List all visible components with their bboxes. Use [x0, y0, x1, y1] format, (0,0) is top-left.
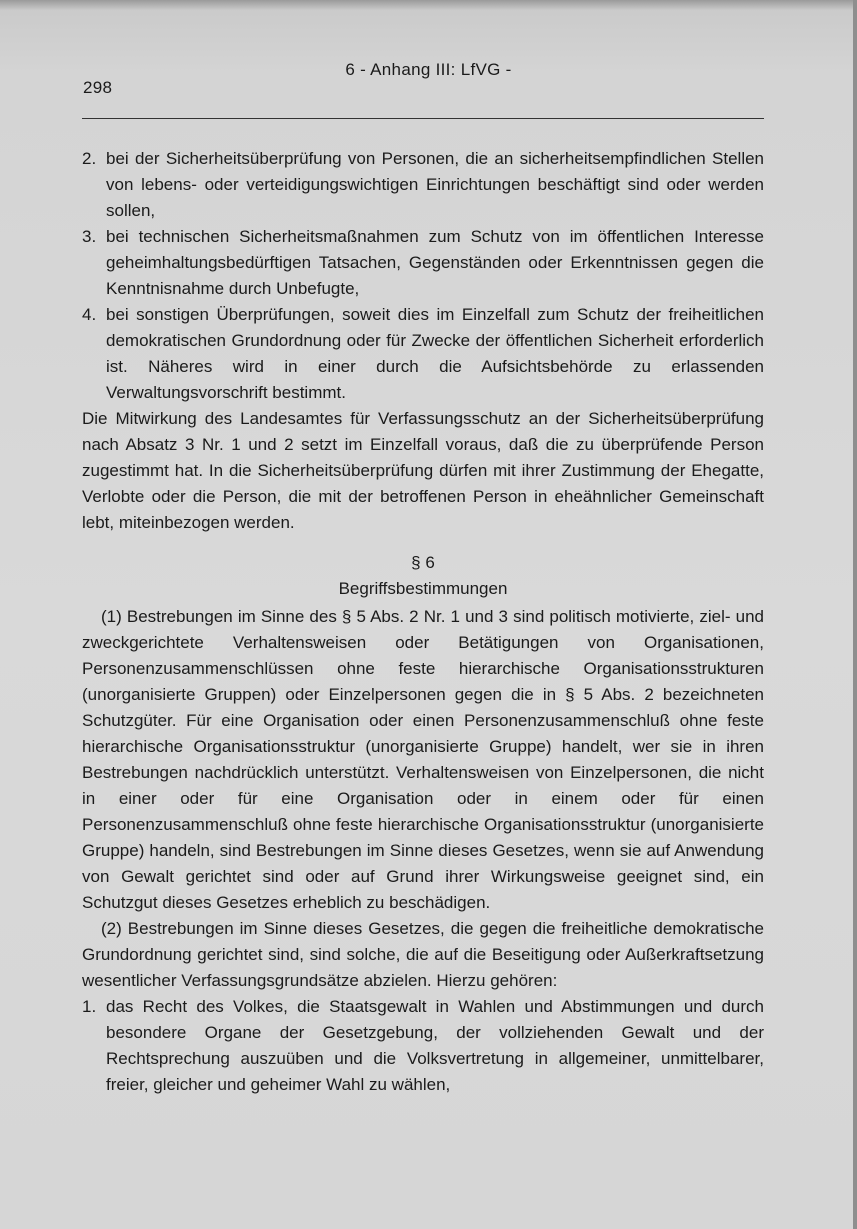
list-item-text: bei der Sicherheitsüberprüfung von Personen, die an sicherheitsempfindlichen Stellen von lebens- oder verteidigungswichtigen Einrichtungen beschäftigt sind oder werden sollen, — [106, 149, 764, 220]
paragraph-1: (1) Bestrebungen im Sinne des § 5 Abs. 2 Nr. 1 und 3 sind politisch motivierte, ziel- und zweckgerichtete Verhaltensweisen oder Betätigungen von Organisationen, Personenzusammenschlüssen ohne feste hierarchische Organisationsstrukturen (unorganisierte Gruppen) oder Einzelpersonen gegen die in § 5 Abs. 2 bezeichneten Schutzgüter. Für eine Organisation oder einen Personenzusammenschluß ohne feste hierarchische Organisationsstruktur (unorganisierte Gruppe) handelt, wer sie in ihren Bestrebungen nachdrücklich unterstützt. Verhaltensweisen von Einzelpersonen, die nicht in einer oder für eine Organisation oder in einem oder für einen Personenzusammenschluß ohne feste hierarchische Organisationsstruktur (unorganisierte Gruppe) handeln, sind Bestrebungen im Sinne dieses Gesetzes, wenn sie auf Anwendung von Gewalt gerichtet sind oder auf Grund ihrer Wirkungsweise geeignet sind, ein Schutzgut dieses Gesetzes erheblich zu beschädigen. — [82, 607, 764, 912]
section-sign: § 6 — [411, 553, 435, 572]
list-item-text: bei technischen Sicherheitsmaßnahmen zum Schutz von im öffentlichen Interesse geheimhaltungsbedürftigen Tatsachen, Gegenständen oder Erkenntnissen gegen die Kenntnisnahme durch Unbefugte, — [106, 227, 764, 298]
list-item-number: 1. — [82, 997, 97, 1016]
paragraph-mitwirkung: Die Mitwirkung des Landesamtes für Verfassungsschutz an der Sicherheitsüberprüfung nach Absatz 3 Nr. 1 und 2 setzt im Einzelfall voraus, daß die zu überprüfende Person zugestimmt hat. In die Sicherheitsüberprüfung dürfen mit ihrer Zustimmung der Ehegatte, Verlobte oder die Person, die mit der betroffenen Person in eheähnlicher Gemeinschaft lebt, miteinbezogen werden. — [82, 409, 764, 532]
page-body — [82, 146, 764, 1098]
list-item — [82, 146, 764, 224]
list-item-text: das Recht des Volkes, die Staatsgewalt in Wahlen und Abstimmungen und durch besondere Organe der Gesetzgebung, der vollziehenden Gewalt und der Rechtsprechung auszuüben und die Volksvertretung in allgemeiner, unmittelbarer, freier, gleicher und geheimer Wahl zu wählen, — [106, 997, 764, 1094]
scan-right-edge — [853, 0, 857, 1229]
running-header: 6 - Anhang III: LfVG - — [345, 60, 512, 79]
section-title: Begriffsbestimmungen — [338, 579, 508, 598]
paragraph-2: (2) Bestrebungen im Sinne dieses Gesetzes, die gegen die freiheitliche demokratische Grundordnung gerichtet sind, sind solche, die auf die Beseitigung oder Außerkraftsetzung wesentlicher Verfassungsgrundsätze abzielen. Hierzu gehören: — [82, 919, 764, 990]
list-item-number: 3. — [82, 227, 97, 246]
list-item — [82, 224, 764, 302]
list-item — [82, 994, 764, 1098]
page-number: 298 — [83, 78, 113, 97]
header-rule — [82, 118, 764, 119]
list-item-number: 4. — [82, 305, 97, 324]
list-item-text: bei sonstigen Überprüfungen, soweit dies im Einzelfall zum Schutz der freiheitlichen demokratischen Grundordnung oder für Zwecke der öffentlichen Sicherheit erforderlich ist. Näheres wird in einer durch die Aufsichtsbehörde zu erlassenden Verwaltungsvorschrift bestimmt. — [106, 305, 764, 402]
scan-top-edge — [0, 0, 857, 10]
list-item-number: 2. — [82, 149, 97, 168]
list-item — [82, 302, 764, 406]
